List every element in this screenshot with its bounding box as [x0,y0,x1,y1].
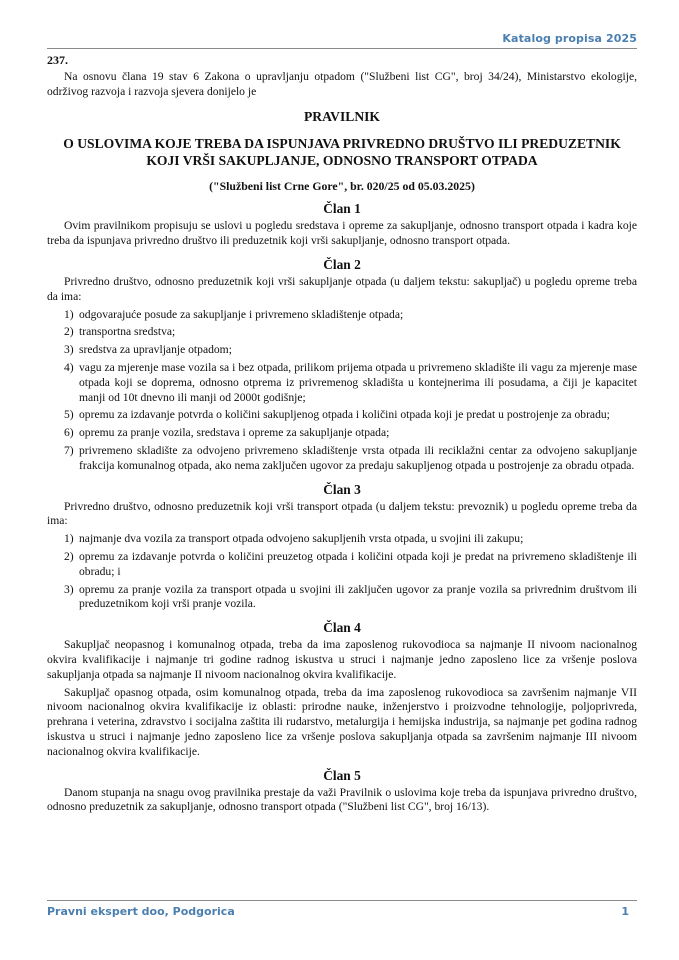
item-number: 6) [64,426,74,440]
item-number: 3) [64,343,74,357]
item-number: 2) [64,549,74,563]
list-item [64,308,637,323]
page-number: 1 [621,905,629,918]
item-list [47,532,637,612]
list-item [64,343,637,358]
publisher-name: Pravni ekspert doo, Podgorica [47,905,235,918]
gazette-reference: ("Službeni list Crne Gore", br. 020/25 od 05.03.2025) [209,178,475,193]
item-text: vagu za mjerenje mase vozila sa i bez otpada, prilikom prijema otpada u privremeno skladište ili vagu za mjerenje mase otpada koji se doprema, odnosno otprema iz privremenog skladišta u kontejnerima ili posudama, a čiji je kapacitet manji od 10t dnevno ili manji od 2000t godišnje; [79,360,637,404]
item-text: najmanje dva vozila za transport otpada odvojeno sakupljenih vrsta otpada, u svojini ili zakupu; [79,532,524,546]
item-number: 4) [64,360,74,374]
article-paragraph: Sakupljač opasnog otpada, osim komunalnog otpada, treba da ima zaposlenog rukovodioca sa završenim najmanje VII nivoom nacionalnog okvira kvalifikacije iz oblasti: prirodne nauke, inženjerstvo i proizvodne tehnologije, poljoprivreda, prehrana i veterina, zdravstvo i socijalna zaštita ili rudarstvo, metalurgija i hemijska industrija, sa najmanje pet godina radnog iskustva u struci i najmanje jedno zaposleno lice za vršenje poslova sakupljanja otpada sa završenim najmanje III nivoom nacionalnog okvira kvalifikacije. [47,685,637,758]
document-number: 237. [47,53,68,67]
article-paragraph: Ovim pravilnikom propisuju se uslovi u pogledu sredstava i opreme za sakupljanje, odnosno transport otpada i kadra koje treba da ispunjava privredno društvo ili preduzetnik koji vrši sakupljanje, odnosno transport otpada. [47,219,637,248]
item-text: privremeno skladište za odvojeno privremeno skladištenje vrsta otpada ili reciklažni centar za odvojeno sakupljanje frakcija komunalnog otpada, ako nema zaključen ugovor za predaju sakupljenog otpada u postrojenje za obradu otpada. [79,443,637,472]
preamble: Na osnovu člana 19 stav 6 Zakona o upravljanju otpadom ("Službeni list CG", broj 34/24), Ministarstvo ekologije, održivog razvoja i razvoja sjevera donijelo je [47,70,637,98]
item-text: opremu za pranje vozila, sredstava i opreme za sakupljanje otpada; [79,426,390,440]
item-text: sredstva za upravljanje otpadom; [79,343,232,357]
item-number: 3) [64,582,74,596]
list-item [64,583,637,613]
list-item [64,325,637,340]
item-number: 1) [64,307,74,321]
page-header [47,32,637,49]
article-heading: Član 4 [323,620,361,636]
document-type: PRAVILNIK [303,108,381,124]
item-text: transportna sredstva; [79,325,176,339]
article-heading: Član 1 [323,201,361,217]
article-paragraph: Danom stupanja na snagu ovog pravilnika prestaje da važi Pravilnik o uslovima koje treba da ispunjava privredno društvo, odnosno preduzetnik za sakupljanje, odnosno transport otpada ("Službeni list CG", broj 16/13). [47,785,637,814]
article-4 [47,620,637,759]
document-body [47,70,637,815]
item-number: 7) [64,443,74,457]
article-intro: Privredno društvo, odnosno preduzetnik koji vrši transport otpada (u daljem tekstu: prevoznik) u pogledu opreme treba da ima: [47,499,637,528]
article-2 [47,257,637,474]
item-list [47,308,637,474]
list-item [64,426,637,441]
article-heading: Član 5 [323,767,361,783]
item-text: opremu za izdavanje potvrda o količini sakupljenog otpada i količini otpada koji je predat u postrojenje za obradu; [79,408,610,422]
list-item [64,408,637,423]
article-3 [47,482,637,613]
item-text: opremu za izdavanje potvrda o količini preuzetog otpada i količini otpada koji je predat na privremeno skladištenje ili obradu; i [79,549,637,578]
article-paragraph: Sakupljač neopasnog i komunalnog otpada, treba da ima zaposlenog rukovodioca sa najmanje II nivoom nacionalnog okvira kvalifikacije i najmanje tri godine radnog iskustva u struci i najmanje jedno zaposleno lice za vršenje poslova sakupljanja otpada sa najmanje II nivoom nacionalnog okvira kvalifikacije. [47,638,637,681]
article-heading: Član 2 [323,256,361,272]
item-number: 5) [64,408,74,422]
list-item [64,361,637,405]
article-intro: Privredno društvo, odnosno preduzetnik koji vrši sakupljanje otpada (u daljem tekstu: sakupljač) u pogledu opreme treba da ima: [47,274,637,303]
item-number: 1) [64,532,74,546]
article-1 [47,201,637,249]
document-title: O USLOVIMA KOJE TREBA DA ISPUNJAVA PRIVREDNO DRUŠTVO ILI PREDUZETNIK KOJI VRŠI SAKUPLJANJE, ODNOSNO TRANSPORT OTPADA [63,135,621,168]
item-number: 2) [64,325,74,339]
article-heading: Član 3 [323,481,361,497]
list-item [64,532,637,547]
list-item [64,550,637,580]
catalog-title: Katalog propisa 2025 [502,32,637,45]
item-text: opremu za pranje vozila za transport otpada u svojini ili zaključen ugovor za pranje vozila sa privrednim društvom ili preduzetnikom koji vrši pranje vozila. [79,582,637,611]
list-item [64,444,637,474]
page-footer [47,900,637,921]
article-5 [47,768,637,816]
item-text: odgovarajuće posude za sakupljanje i privremeno skladištenje otpada; [79,307,404,321]
